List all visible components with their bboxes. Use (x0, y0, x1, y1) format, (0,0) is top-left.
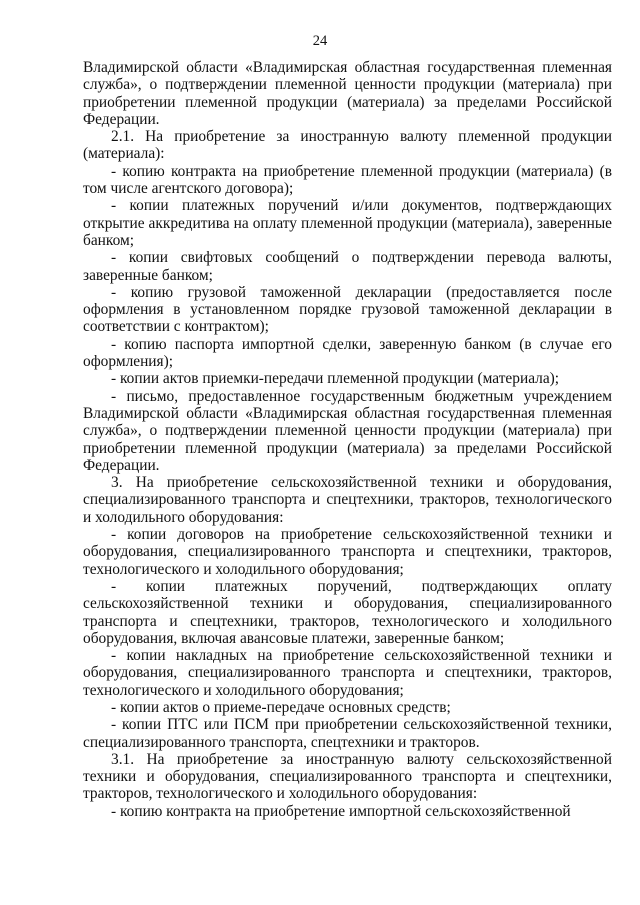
paragraph: 3.1. На приобретение за иностранную валюту сельскохозяйственной техники и оборудования, специализированного транспорта и спецтехники, тракторов, технологического и холодильного оборудования: (83, 750, 612, 803)
paragraph: - копии актов о приеме-передаче основных средств; (111, 698, 451, 716)
paragraph: - копию грузовой таможенной декларации (предоставляется после оформления в установленном порядке грузовой таможенной декларации в соответствии с контрактом); (83, 283, 612, 336)
paragraph: - копии ПТС или ПСМ при приобретении сельскохозяйственной техники, специализированного транспорта, спецтехники и тракторов. (83, 716, 612, 751)
paragraph: - копии платежных поручений, подтверждающих оплату сельскохозяйственной техники и оборудования, специализированного транспорта и спецтехники, тракторов, технологического и холодильного оборудования, включая авансовые платежи, заверенные банком; (83, 577, 612, 647)
paragraph: - копии договоров на приобретение сельскохозяйственной техники и оборудования, специализированного транспорта и спецтехники, тракторов, технологического и холодильного оборудования; (83, 526, 612, 578)
paragraph: - копии платежных поручений и/или документов, подтверждающих открытие аккредитива на оплату племенной продукции (материала), заверенные банком; (83, 197, 612, 249)
paragraph: - копии актов приемки-передачи племенной продукции (материала); (111, 370, 560, 388)
paragraph: Владимирской области «Владимирская областная государственная племенная служба», о подтверждении племенной ценности продукции (материала) при приобретении племенной продукции (материала) за пределами Российской Федерации. (83, 59, 612, 128)
document-body (83, 59, 612, 820)
paragraph: - копию контракта на приобретение племенной продукции (материала) (в том числе агентского договора); (83, 162, 612, 198)
paragraph: - письмо, предоставленное государственным бюджетным учреждением Владимирской области «Владимирская областная государственная племенная служба», о подтверждении племенной ценности продукции (материала) при приобретении племенной продукции (материала) за пределами Российской Федерации. (83, 387, 612, 474)
paragraph: - копии свифтовых сообщений о подтверждении перевода валюты, заверенные банком; (83, 249, 612, 284)
paragraph: - копии накладных на приобретение сельскохозяйственной техники и оборудования, специализированного транспорта и спецтехники, тракторов, технологического и холодильного оборудования; (83, 647, 612, 699)
paragraph: 2.1. На приобретение за иностранную валюту племенной продукции (материала): (83, 128, 612, 163)
paragraph: 3. На приобретение сельскохозяйственной техники и оборудования, специализированного транспорта и спецтехники, тракторов, технологического и холодильного оборудования: (83, 474, 612, 526)
paragraph: - копию паспорта импортной сделки, заверенную банком (в случае его оформления); (83, 335, 612, 371)
paragraph: - копию контракта на приобретение импортной сельскохозяйственной (111, 802, 571, 820)
page-number: 24 (312, 33, 328, 49)
